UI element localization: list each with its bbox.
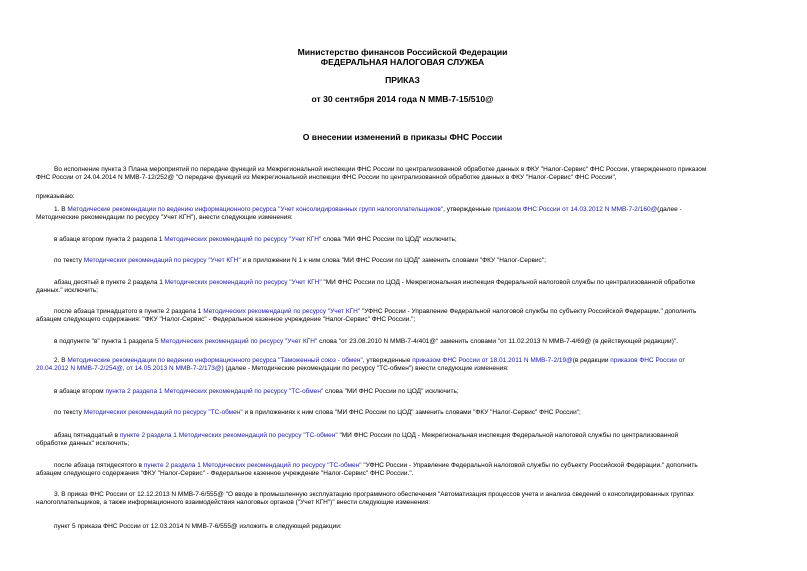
paragraph-2-line-2: 20.04.2012 N ММВ-7-2/254@, от 14.05.2013 N ММВ-7-2/173@) (далее - Методические рекомендации по ресурсу "ТС-обмен") внести следующие изменения:: [36, 365, 509, 372]
paragraph-3: 3. В приказ ФНС России от 12.12.2013 N ММВ-7-6/555@ "О вводе в промышленную эксплуатацию программного обеспечения "Автоматизация процессов учета и анализа сведений о консолидированных группах: [54, 491, 694, 498]
preamble-line-2: ФНС России от 24.04.2014 N ММВ-7-12/252@ "О передаче функций из Межрегиональной инспекции ФНС России по централизованной обработке данных в ФКУ "Налог-Сервис" ФНС России",: [36, 174, 617, 181]
link-kgn-recommendations[interactable]: Методических рекомендаций по ресурсу "Учет КГН": [83, 257, 241, 264]
link-ts-recommendations[interactable]: Методических рекомендаций по ресурсу "ТС-обмен": [83, 409, 243, 416]
paragraph-ts-d: после абзаца пятидесятого в пункте 2 раздела 1 Методических рекомендаций по ресурсу "ТС-обмен" "УФНС России - Управление Федеральной налоговой службы по субъекту Российской Федерации." дополнить: [54, 462, 698, 469]
link-orders-amendments[interactable]: приказов ФНС России от: [610, 357, 686, 364]
paragraph-kgn-e: в подпункте "в" пункта 1 раздела 5 Методических рекомендаций по ресурсу "Учет КГН" слова "от 23.08.2010 N ММВ-7-4/401@" заменить словами "от 11.02.2013 N ММВ-7-4/69@ (в действующей редакции)".: [54, 338, 678, 345]
paragraph-kgn-d: после абзаца тринадцатого в пункте 2 раздела 1 Методических рекомендаций по ресурсу "Учет КГН" "УФНС России - Управление Федеральной налоговой службы по субъекту Российской Федерации." дополнить: [54, 308, 697, 315]
link-kgn-recommendations[interactable]: Методических рекомендаций по ресурсу "Учет КГН": [164, 236, 322, 243]
link-ts-recommendations[interactable]: пункте 2 раздела 1 Методических рекомендаций по ресурсу "ТС-обмен": [143, 462, 362, 469]
link-ts-recommendations[interactable]: пункта 2 раздела 1 Методических рекомендаций по ресурсу "ТС-обмен": [105, 388, 324, 395]
paragraph-ts-c-line-2: обработке данных" исключить;: [36, 440, 130, 447]
doc-subject: О внесении изменений в приказы ФНС России: [302, 132, 503, 142]
order-word: приказываю:: [36, 193, 75, 200]
link-orders-amendments-cont[interactable]: 20.04.2012 N ММВ-7-2/254@, от 14.05.2013 N ММВ-7-2/173@: [36, 365, 222, 372]
link-kgn-recommendations[interactable]: Методических рекомендаций по ресурсу "Учет КГН": [203, 308, 361, 315]
doc-date-number: от 30 сентября 2014 года N ММВ-7-15/510@: [311, 94, 494, 104]
link-kgn-recommendations[interactable]: Методических рекомендаций по ресурсу "Учет КГН": [160, 338, 318, 345]
paragraph-kgn-b: по тексту Методических рекомендаций по ресурсу "Учет КГН" и в приложении N 1 к ним слова "МИ ФНС России по ЦОД" заменить словами "ФКУ "Налог-Сервис";: [54, 257, 546, 264]
link-ts-recommendations[interactable]: Методические рекомендации по ведению информационного ресурса "Таможенный союз - обмен": [67, 357, 363, 364]
link-kgn-recommendations[interactable]: Методических рекомендаций по ресурсу "Учет КГН": [164, 279, 322, 286]
doc-type: ПРИКАЗ: [385, 75, 420, 85]
link-ts-recommendations[interactable]: пункте 2 раздела 1 Методических рекомендаций по ресурсу "ТС-обмен": [119, 432, 338, 439]
paragraph-ts-a: в абзаце втором пункта 2 раздела 1 Методических рекомендаций по ресурсу "ТС-обмен" слова "МИ ФНС России по ЦОД" исключить;: [54, 388, 459, 395]
paragraph-1-line-2: Методические рекомендации по ресурсу "Учет КГН"), внести следующие изменения:: [36, 214, 293, 221]
paragraph-kgn-d-line-2: абзацем следующего содержания: "ФКУ "Налог-Сервис" - Федеральное казенное учреждение "Налог-Сервис" ФНС России.";: [36, 316, 416, 323]
link-kgn-recommendations[interactable]: Методические рекомендации по ведению информационного ресурса "Учет консолидированных групп налогоплательщиков": [67, 206, 444, 213]
paragraph-kgn-a: в абзаце втором пункта 2 раздела 1 Методических рекомендаций по ресурсу "Учет КГН" слова "МИ ФНС России по ЦОД" исключить;: [54, 236, 457, 243]
paragraph-1: 1. В Методические рекомендации по ведению информационного ресурса "Учет консолидированных групп налогоплательщиков", утвержденные приказом ФНС России от 14.03.2012 N ММВ-7-2/160@(далее -: [54, 206, 682, 213]
paragraph-kgn-c: абзац десятый в пункте 2 раздела 1 Методических рекомендаций по ресурсу "Учет КГН" "МИ ФНС России по ЦОД - Межрегиональная инспекция Федеральной налоговой службы по централизованной обработке: [54, 279, 696, 286]
paragraph-2: 2. В Методические рекомендации по ведению информационного ресурса "Таможенный союз - обмен", утвержденные приказом ФНС России от 18.01.2011 N ММВ-7-2/19@(в редакции приказов ФНС России от: [54, 357, 686, 364]
paragraph-3-line-2: налогоплательщиков, а также информационного взаимодействия налоговых органов ("Учет КГН")" внести следующие изменения:: [36, 499, 431, 506]
preamble-line-1: Во исполнение пункта 3 Плана мероприятий по передаче функций из Межрегиональной инспекции ФНС России по централизованной обработке данных в ФКУ "Налог-Сервис" ФНС России, утвержденного приказом: [54, 166, 707, 173]
link-order-160[interactable]: приказом ФНС России от 14.03.2012 N ММВ-7-2/160@: [492, 206, 658, 213]
paragraph-kgn-c-line-2: данных." исключить;: [36, 287, 98, 294]
link-order-19[interactable]: приказом ФНС России от 18.01.2011 N ММВ-7-2/19@: [412, 357, 573, 364]
paragraph-ts-c: абзац пятнадцатый в пункте 2 раздела 1 Методических рекомендаций по ресурсу "ТС-обмен" "МИ ФНС России по ЦОД - Межрегиональная инспекция Федеральной налоговой службы по централизованной: [54, 432, 679, 439]
ministry-title: Министерство финансов Российской Федерации: [297, 47, 508, 57]
service-title: ФЕДЕРАЛЬНАЯ НАЛОГОВАЯ СЛУЖБА: [320, 57, 485, 67]
paragraph-ts-b: по тексту Методических рекомендаций по ресурсу "ТС-обмен" и в приложениях к ним слова "МИ ФНС России по ЦОД" заменить словами "ФКУ "Налог-Сервис" ФНС России";: [54, 409, 581, 416]
paragraph-ts-d-line-2: абзацем следующего содержания "ФКУ "Налог-Сервис" - Федеральное казенное учреждение "Налог-Сервис" ФНС России.".: [36, 470, 414, 477]
paragraph-3-a: пункт 5 приказа ФНС России от 12.03.2014 N ММВ-7-6/555@ изложить в следующей редакции:: [54, 523, 342, 530]
